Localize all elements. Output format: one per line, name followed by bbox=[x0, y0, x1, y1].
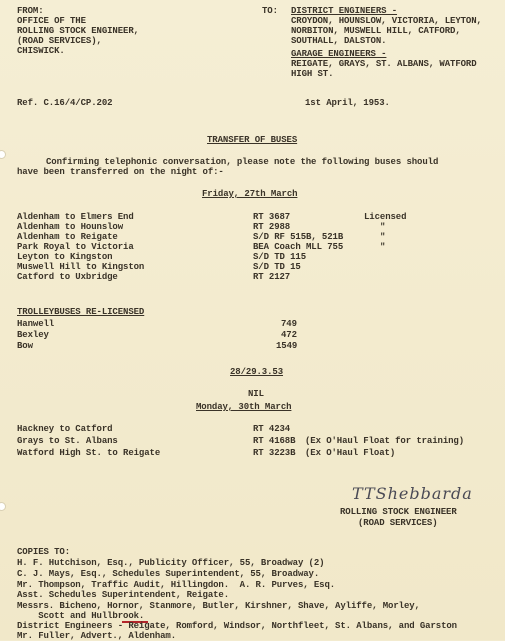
to-label: TO: bbox=[262, 6, 278, 16]
trolleybus-depot: Hanwell bbox=[17, 319, 55, 329]
punch-hole-bottom bbox=[0, 502, 6, 511]
transfer-route: Park Royal to Victoria bbox=[17, 242, 134, 252]
transfer-route: Grays to St. Albans bbox=[17, 436, 118, 446]
punch-hole-top bbox=[0, 150, 6, 159]
district-engineers-label: DISTRICT ENGINEERS - bbox=[291, 6, 398, 16]
reference-number: Ref. C.16/4/CP.202 bbox=[17, 98, 113, 108]
transfer-route: Aldenham to Reigate bbox=[17, 232, 118, 242]
copy-recipient: H. F. Hutchison, Esq., Publicity Officer, 55, Broadway (2) bbox=[17, 558, 325, 568]
transfer-vehicle: RT 4234 bbox=[253, 424, 291, 434]
from-line: CHISWICK. bbox=[17, 46, 65, 56]
transfer-route: Aldenham to Hounslow bbox=[17, 222, 124, 232]
copy-recipient: Asst. Schedules Superintendent, Reigate. bbox=[17, 590, 230, 600]
weekend-nil: NIL bbox=[248, 389, 264, 399]
transfer-note: " bbox=[380, 242, 386, 252]
transfer-route: Watford High St. to Reigate bbox=[17, 448, 161, 458]
transfer-vehicle: RT 3687 bbox=[253, 212, 291, 222]
copies-heading: COPIES TO: bbox=[17, 547, 71, 557]
memo-date: 1st April, 1953. bbox=[305, 98, 390, 108]
trolleybus-depot: Bexley bbox=[17, 330, 49, 340]
trolleybus-depot: Bow bbox=[17, 341, 33, 351]
transfer-route: Catford to Uxbridge bbox=[17, 272, 118, 282]
transfer-route: Leyton to Kingston bbox=[17, 252, 113, 262]
transfer-note: (Ex O'Haul Float) bbox=[305, 448, 396, 458]
transfer-vehicle: S/D RF 515B, 521B bbox=[253, 232, 344, 242]
from-label: FROM: bbox=[17, 6, 44, 16]
from-line: OFFICE OF THE bbox=[17, 16, 86, 26]
transfer-vehicle: RT 4168B bbox=[253, 436, 296, 446]
section-heading-weekend: 28/29.3.53 bbox=[230, 367, 284, 377]
copy-recipient: Messrs. Bicheno, Hornor, Stanmore, Butler, Kirshner, Shave, Ayliffe, Morley, bbox=[17, 601, 420, 611]
signatory-title: ROLLING STOCK ENGINEER bbox=[340, 507, 457, 517]
transfer-vehicle: RT 2988 bbox=[253, 222, 291, 232]
transfer-vehicle: BEA Coach MLL 755 bbox=[253, 242, 344, 252]
district-line: SOUTHALL, DALSTON. bbox=[291, 36, 387, 46]
transfer-route: Aldenham to Elmers End bbox=[17, 212, 134, 222]
trolleybus-count: 749 bbox=[281, 319, 297, 329]
transfer-note: " bbox=[380, 232, 386, 242]
signatory-title: (ROAD SERVICES) bbox=[358, 518, 438, 528]
transfer-vehicle: S/D TD 15 bbox=[253, 262, 301, 272]
transfer-vehicle: RT 2127 bbox=[253, 272, 291, 282]
section-heading-friday: Friday, 27th March bbox=[202, 189, 298, 199]
garage-line: REIGATE, GRAYS, ST. ALBANS, WATFORD bbox=[291, 59, 477, 69]
transfer-note: " bbox=[380, 222, 386, 232]
garage-engineers-label: GARAGE ENGINEERS - bbox=[291, 49, 387, 59]
intro-line: have been transferred on the night of:- bbox=[17, 167, 224, 177]
district-line: CROYDON, HOUNSLOW, VICTORIA, LEYTON, bbox=[291, 16, 482, 26]
from-line: ROLLING STOCK ENGINEER, bbox=[17, 26, 139, 36]
copy-recipient: Scott and Hullbrook. bbox=[17, 611, 145, 621]
intro-line: Confirming telephonic conversation, please note the following buses should bbox=[46, 157, 439, 167]
transfer-route: Muswell Hill to Kingston bbox=[17, 262, 145, 272]
trolleybus-count: 1549 bbox=[276, 341, 298, 351]
from-line: (ROAD SERVICES), bbox=[17, 36, 102, 46]
copy-recipient: Mr. Fuller, Advert., Aldenham. bbox=[17, 631, 177, 641]
district-line: NORBITON, MUSWELL HILL, CATFORD, bbox=[291, 26, 461, 36]
trolleybus-count: 472 bbox=[281, 330, 297, 340]
transfer-route: Hackney to Catford bbox=[17, 424, 113, 434]
memo-title: TRANSFER OF BUSES bbox=[207, 135, 298, 145]
copy-recipient: C. J. Mays, Esq., Schedules Superintendent, 55, Broadway. bbox=[17, 569, 320, 579]
handwritten-signature: TTShebbarda bbox=[352, 484, 473, 503]
transfer-note: (Ex O'Haul Float for training) bbox=[305, 436, 465, 446]
transfer-note: Licensed bbox=[364, 212, 407, 222]
section-heading-trolleybuses: TROLLEYBUSES RE-LICENSED bbox=[17, 307, 145, 317]
copy-recipient: District Engineers - Reigate, Romford, Windsor, Northfleet, St. Albans, and Garston bbox=[17, 621, 457, 631]
transfer-vehicle: RT 3223B bbox=[253, 448, 296, 458]
transfer-vehicle: S/D TD 115 bbox=[253, 252, 307, 262]
garage-line: HIGH ST. bbox=[291, 69, 334, 79]
copy-recipient: Mr. Thompson, Traffic Audit, Hillingdon. A. R. Purves, Esq. bbox=[17, 580, 336, 590]
section-heading-monday: Monday, 30th March bbox=[196, 402, 292, 412]
